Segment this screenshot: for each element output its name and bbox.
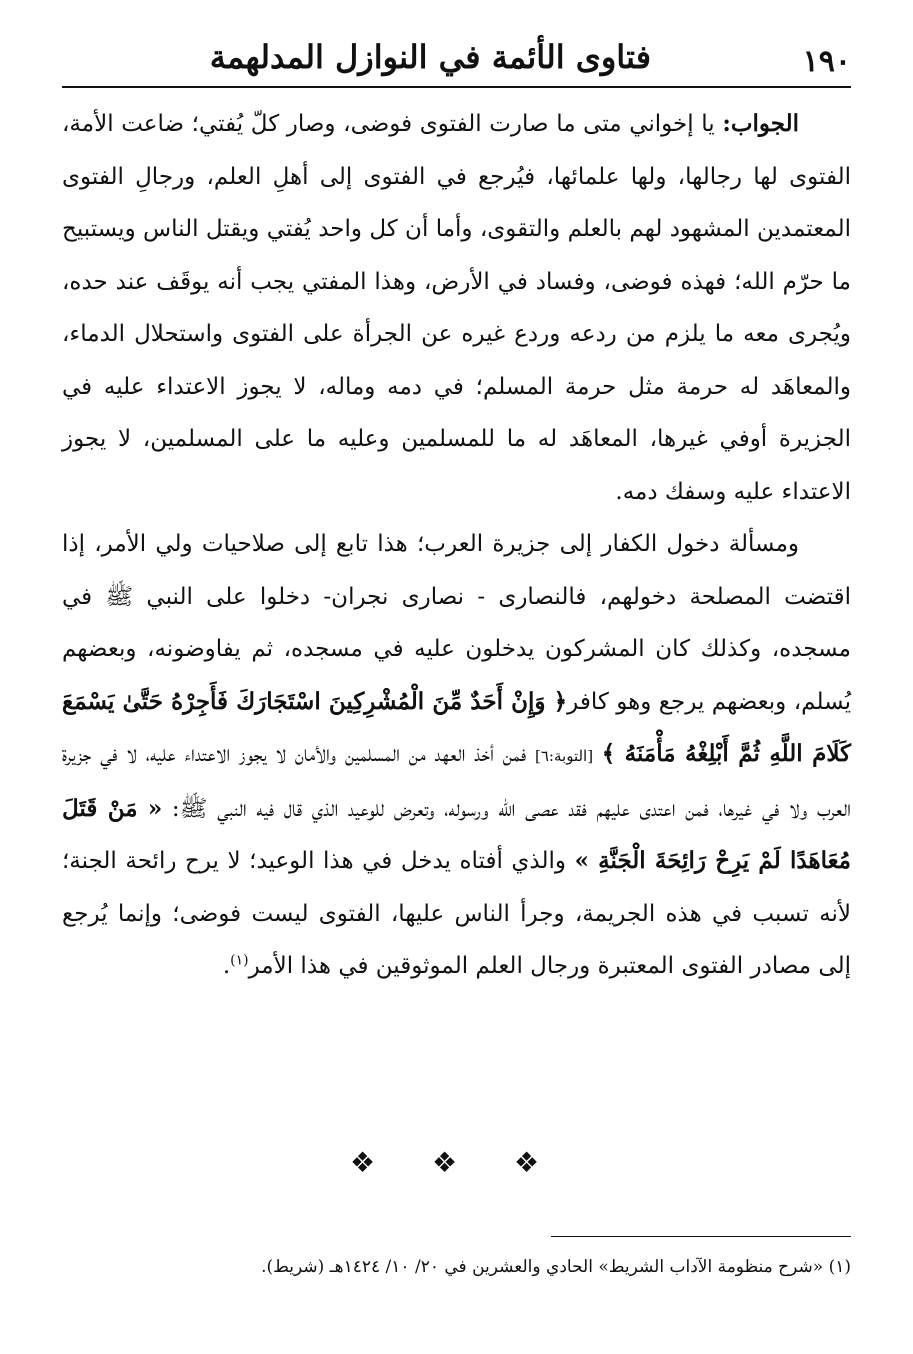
header-rule <box>62 86 851 88</box>
footnote-rule <box>551 1236 851 1237</box>
page-number: ١٩٠ <box>802 44 851 79</box>
second-paragraph <box>62 518 851 993</box>
answer-label: الجواب: <box>722 110 799 137</box>
para2-end: . <box>222 953 231 979</box>
answer-text: يا إخواني متى ما صارت الفتوى فوضى، وصار كلّ يُفتي؛ ضاعت الأمة، الفتوى لها رجالها، ولها علمائها، فيُرجع في الفتوى إلى أهلِ العلم، ورجالِ الفتوى المعتمدين المشهود لهم بالعلم والتقوى، وأما أن كل واحد يُفتي ويقتل الناس ويستبيح ما حرّم الله؛ فهذه فوضى، وفساد في الأرض، وهذا المفتي يجب أنه يوقَف عند حده، ويُجرى معه ما يلزم من ردعه وردع غيره عن الجرأة على الفتوى واستحلال الدماء، والمعاهَد له حرمة مثل حرمة المسلم؛ في دمه وماله، لا يجوز الاعتداء عليه في الجزيرة أوفي غيرها، المعاهَد له ما للمسلمين وعليه ما على المسلمين، لا يجوز الاعتداء عليه وسفك دمه. <box>62 111 851 505</box>
para2-part3: والذي أفتاه يدخل في هذا الوعيد؛ لا يرح رائحة الجنة؛ لأنه تسبب في هذه الجريمة، وجرأ الناس عليها، الفتوى ليست فوضى؛ وإنما يُرجع إلى مصادر الفتوى المعتبرة ورجال العلم الموثوقين في هذا الأمر <box>62 848 851 979</box>
section-separator: ❖ ❖ ❖ <box>349 1146 564 1179</box>
main-text <box>62 98 851 993</box>
quran-reference: [التوبة:٦] <box>535 747 594 765</box>
quran-verse: ﴿ وَإِنْ أَحَدٌ مِّنَ الْمُشْرِكِينَ اسْتَجَارَكَ فَأَجِرْهُ حَتَّىٰ يَسْمَعَ كَلَامَ اللَّهِ ثُمَّ أَبْلِغْهُ مَأْمَنَهُ ﴾ <box>62 687 852 767</box>
answer-paragraph <box>62 98 851 518</box>
footnote: (١) «شرح منظومة الآداب الشريط» الحادي والعشرين في ٢٠/ ١٠/ ١٤٢٤هـ (شريط). <box>261 1257 851 1277</box>
footnote-marker: (١) <box>230 952 249 969</box>
para2-part2: فمن أخذ العهد من المسلمين والأمان لا يجوز الاعتداء عليه، لا في جزيرة العرب ولا في غيرها، فمن اعتدى عليهم فقد عصى الله ورسوله، وتعرض للوعيد الذي قال فيه النبي ﷺ: <box>62 741 851 822</box>
running-title: فتاوى الأئمة في النوازل المدلهمة <box>209 38 651 76</box>
page-header <box>62 38 851 90</box>
para2-part1: ومسألة دخول الكفار إلى جزيرة العرب؛ هذا تابع إلى صلاحيات ولي الأمر، إذا اقتضت المصلحة دخولهم، فالنصارى - نصارى نجران- دخلوا على النبي ﷺ في مسجده، وكذلك كان المشركون يدخلون عليه في مسجده، ثم يفاوضونه، وبعضهم يُسلم، وبعضهم يرجع وهو كافر <box>62 531 851 715</box>
hadith-quote: « مَنْ قَتَلَ مُعَاهَدًا لَمْ يَرِحْ رَائِحَةَ الْجَنَّةِ » <box>62 794 851 874</box>
